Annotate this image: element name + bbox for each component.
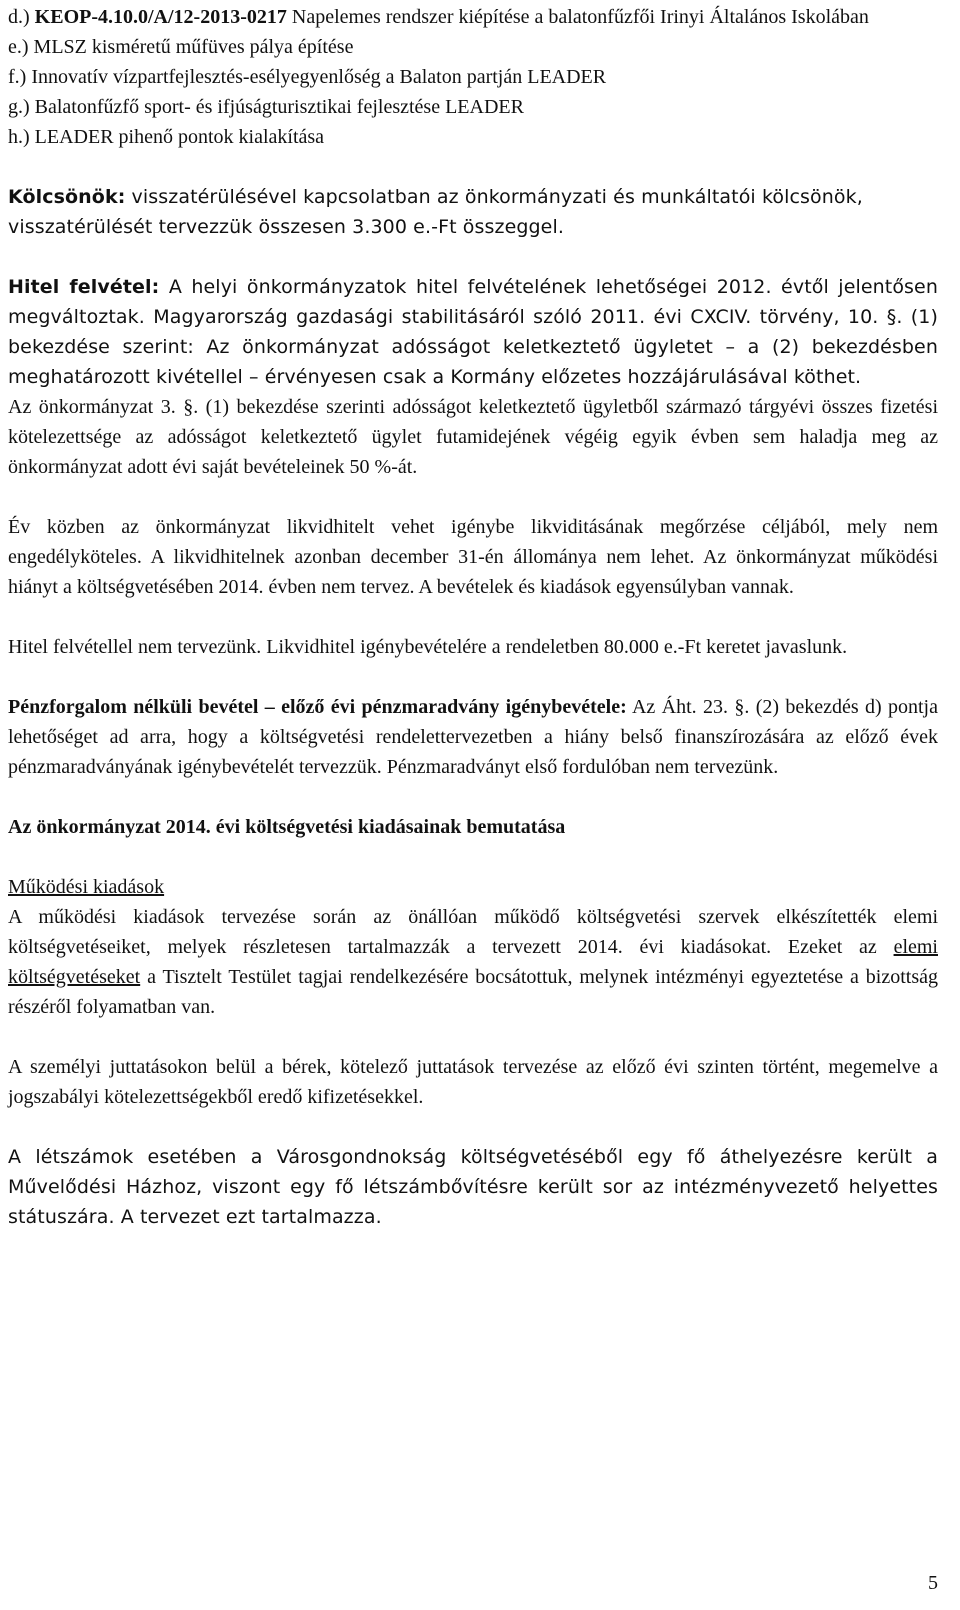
headcount-paragraph: A létszámok esetében a Városgondnokság költségvetéséből egy fő áthelyezésre került a Művelődési Házhoz, viszont egy fő létszámbővítésre került sor az intézményvezető helyettes státuszára. A tervezet ezt tartalmazza. [8, 1146, 938, 1228]
budget-link: elemi költségvetéseket [8, 936, 938, 988]
obligation-paragraph: Az önkormányzat 3. §. (1) bekezdése szerinti adósságot keletkeztető ügyletből származó tárgyévi összes fizetési kötelezettsége az adósságot keletkeztető ügylet futamidejének végéig egyik évben sem haladja meg az önkormányzat adott évi saját bevételeinek 50 %-át. [8, 396, 938, 478]
liquidity-paragraph: Év közben az önkormányzat likvidhitelt vehet igénybe likviditásának megőrzése céljából, mely nem engedélyköteles. A likvidhitelnek azonban december 31-én állománya nem lehet. Az önkormányzat működési hiányt a költségvetésében 2014. évben nem tervez. A bevételek és kiadások egyensúlyban vannak. [8, 516, 938, 598]
section-heading: Az önkormányzat 2014. évi költségvetési kiadásainak bemutatása [8, 816, 566, 838]
residue-paragraph: Pénzforgalom nélküli bevétel – előző évi pénzmaradvány igénybevétele: Az Áht. 23. §. (2) bekezdés d) pontja lehetőséget ad arra, hogy a költségvetési rendelettervezetben a hiány belső finanszírozására az előző évek pénzmaradványának igénybevételét tervezzük. Pénzmaradványt első fordulóban nem tervezünk. [8, 696, 938, 778]
operating-paragraph: A működési kiadások tervezése során az önállóan működő költségvetési szervek elkészítették elemi költségvetéseiket, melyek részletesen tartalmazzák a tervezett 2014. évi kiadásokat. Ezeket az elemi költségvetéseket a Tisztelt Testület tagjai rendelkezésére bocsátottuk, melynek intézményi egyeztetése a bizottság részéről folyamatban van. [8, 906, 938, 1018]
project-code: KEOP-4.10.0/A/12-2013-0217 [34, 6, 287, 28]
residue-label: Pénzforgalom nélküli bevétel – előző évi pénzmaradvány igénybevétele: [8, 696, 627, 718]
list-item-f: f.) Innovatív vízpartfejlesztés-esélyegyenlőség a Balaton partján LEADER [8, 66, 607, 88]
list-item-h: h.) LEADER pihenő pontok kialakítása [8, 126, 325, 148]
page-number: 5 [928, 1572, 938, 1594]
list-item-d: d.) KEOP-4.10.0/A/12-2013-0217 Napelemes rendszer kiépítése a balatonfűzfői Irinyi Általános Iskolában [8, 6, 869, 28]
credit-plan-paragraph: Hitel felvétellel nem tervezünk. Likvidhitel igénybevételére a rendeletben 80.000 e.-Ft keretet javaslunk. [8, 636, 848, 658]
subheading-operating: Működési kiadások [8, 876, 165, 898]
list-item-g: g.) Balatonfűzfő sport- és ifjúságturisztikai fejlesztése LEADER [8, 96, 524, 118]
credit-label: Hitel felvétel: [8, 276, 160, 298]
credit-paragraph: Hitel felvétel: A helyi önkormányzatok hitel felvételének lehetőségei 2012. évtől jelentősen megváltoztak. Magyarország gazdasági stabilitásáról szóló 2011. évi CXCIV. törvény, 10. §. (1) bekezdése szerint: Az önkormányzat adósságot keletkeztető ügyletet – a (2) bekezdésben meghatározott kivétellel – érvényesen csak a Kormány előzetes hozzájárulásával köthet. [8, 276, 938, 388]
list-item-e: e.) MLSZ kisméretű műfüves pálya építése [8, 36, 354, 58]
loans-paragraph: Kölcsönök: visszatérülésével kapcsolatban az önkormányzati és munkáltatói kölcsönök, visszatérülését tervezzük összesen 3.300 e.-Ft összeggel. [8, 186, 863, 238]
document-page [8, 2, 938, 1232]
loans-label: Kölcsönök: [8, 186, 126, 208]
personnel-paragraph: A személyi juttatásokon belül a bérek, kötelező juttatások tervezése az előző évi szinten történt, megemelve a jogszabályi kötelezettségekből eredő kifizetésekkel. [8, 1056, 938, 1108]
